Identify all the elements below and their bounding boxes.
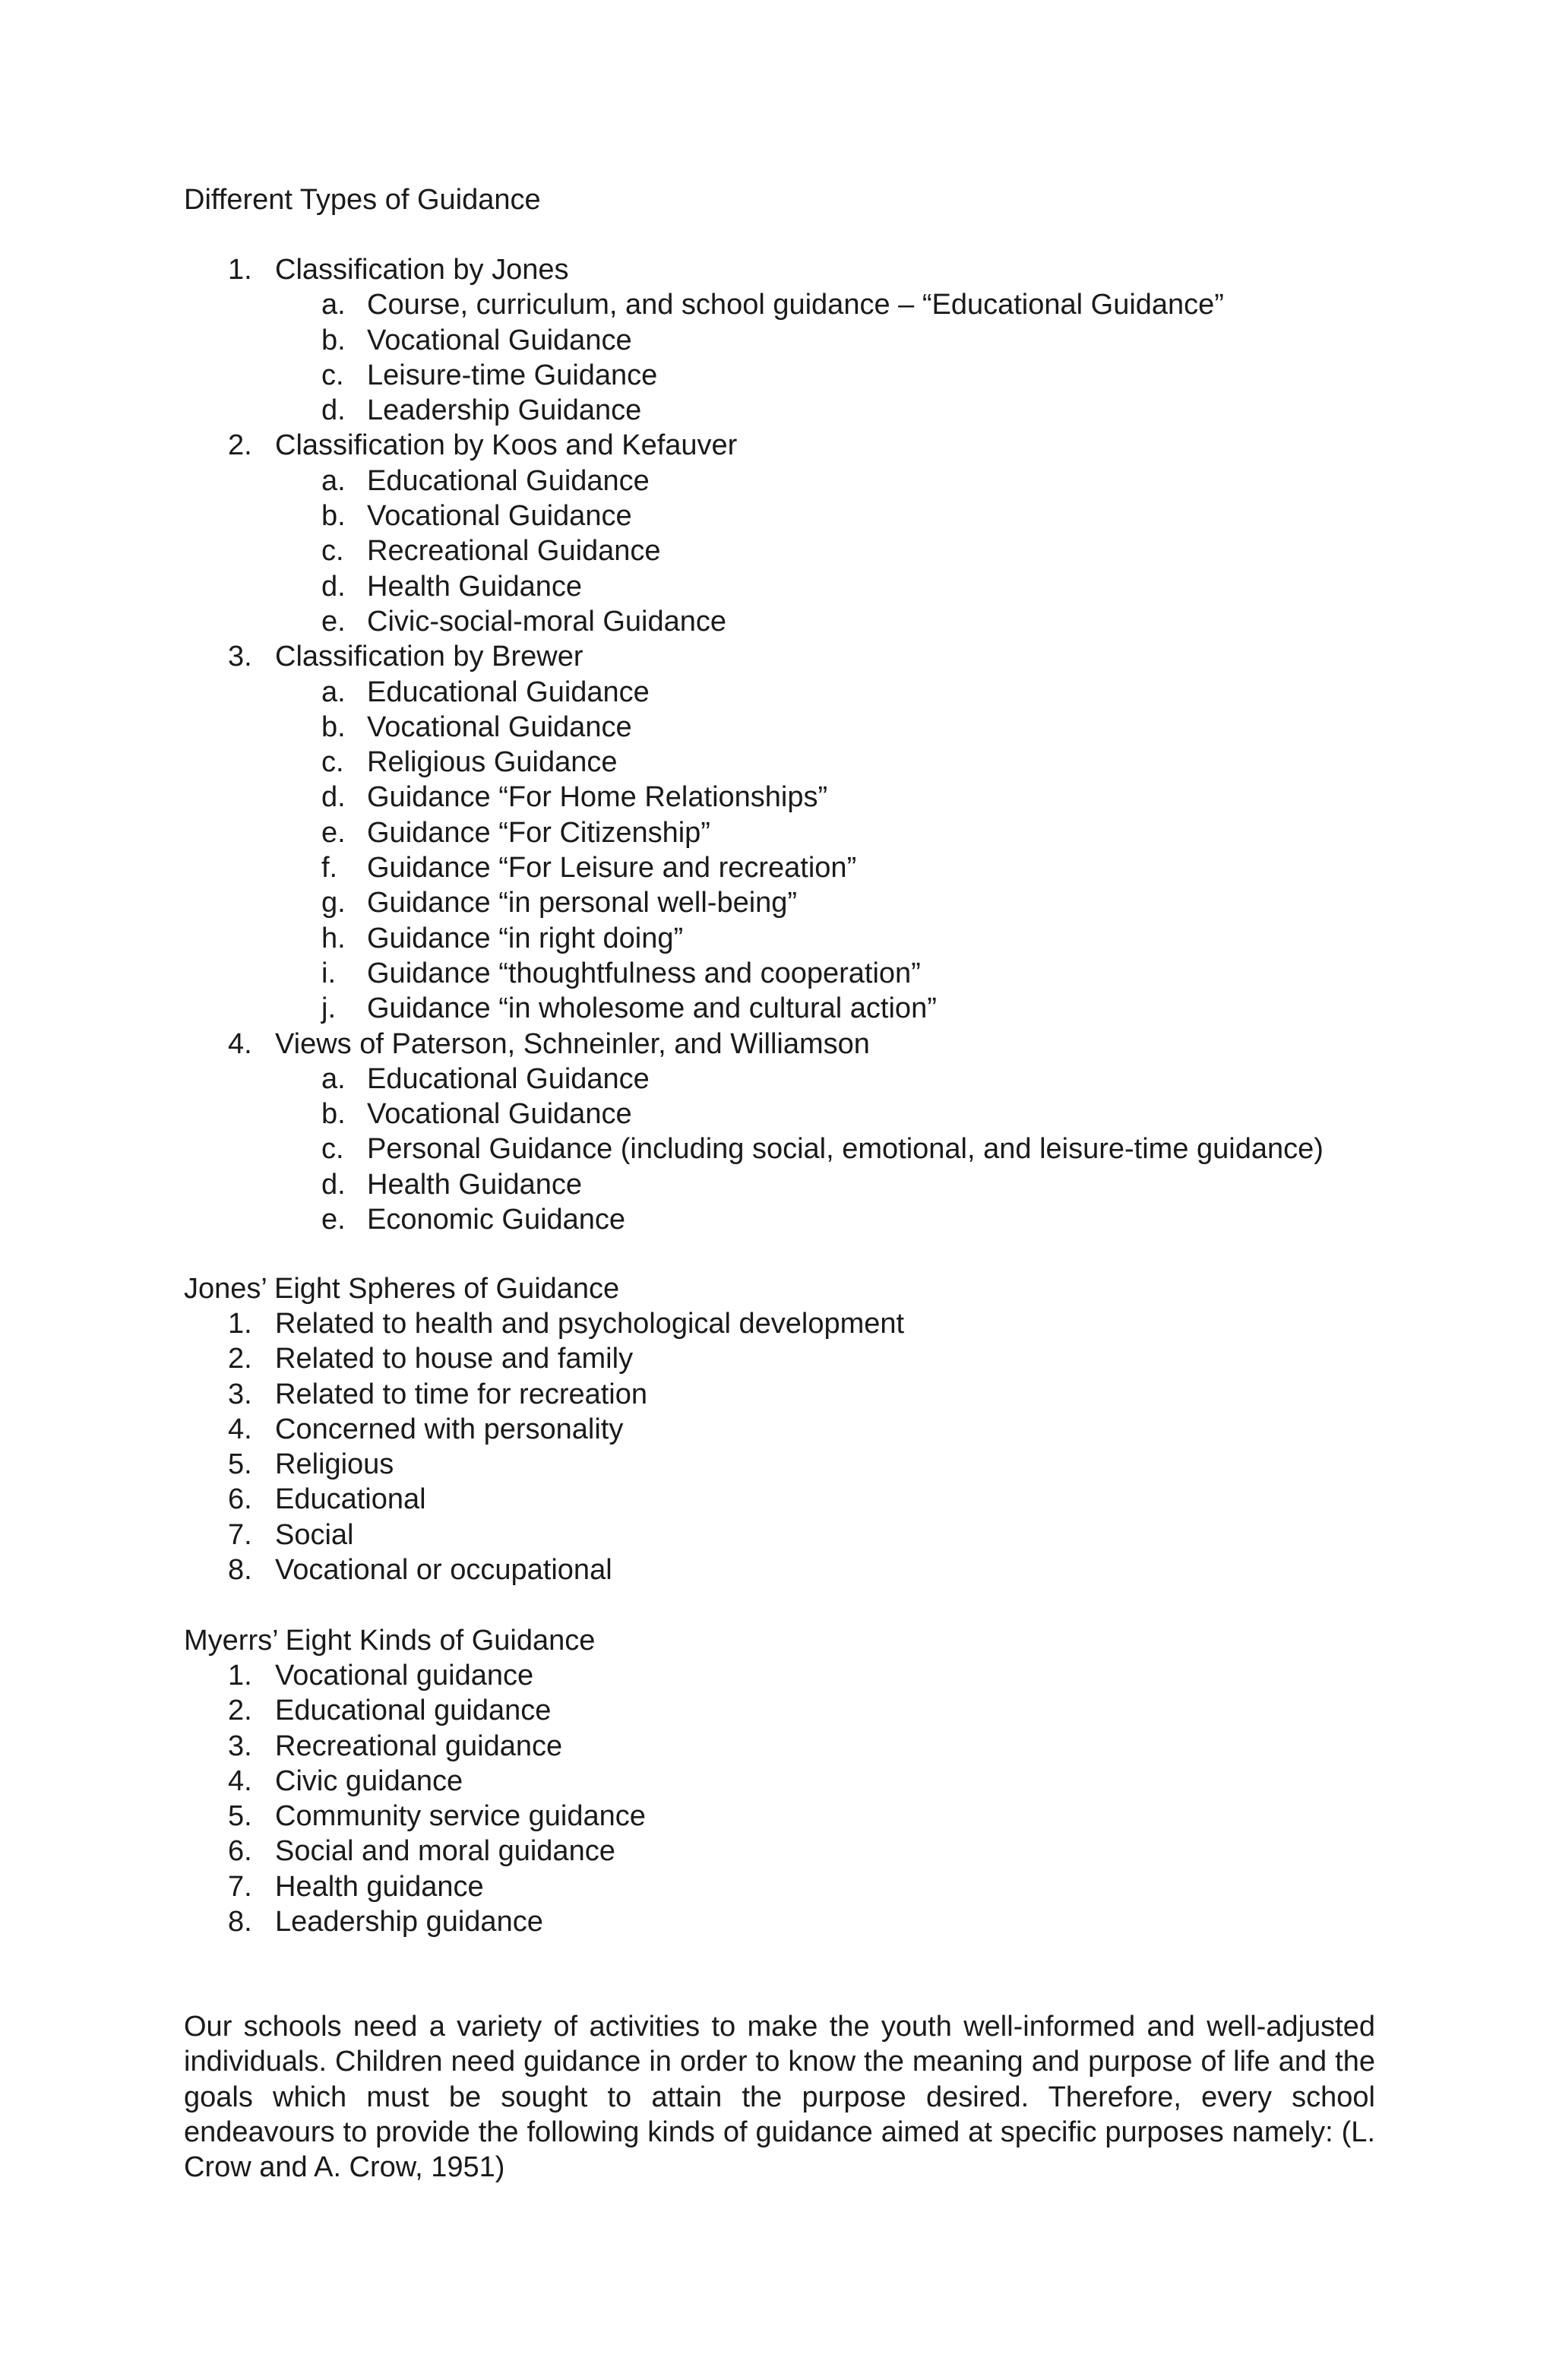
list-letter: b.	[321, 500, 346, 533]
list-item-text: Community service guidance	[275, 1800, 646, 1833]
list-letter: f.	[321, 852, 338, 885]
list-number: 2.	[228, 1343, 252, 1375]
sub-item	[0, 393, 1556, 428]
list-number: 4.	[228, 1764, 252, 1797]
sub-item-text: Educational Guidance	[367, 1062, 650, 1095]
list-number: 8.	[228, 1554, 252, 1587]
list-letter: e.	[321, 605, 346, 638]
list-letter: j.	[321, 992, 336, 1025]
list-item-text: Health guidance	[275, 1870, 484, 1903]
list-letter: e.	[321, 1204, 346, 1236]
sub-item	[0, 885, 1556, 920]
sub-item	[0, 604, 1556, 639]
sub-item-text: Vocational Guidance	[367, 324, 632, 356]
list-item-text: Leadership guidance	[275, 1906, 543, 1938]
sub-item	[0, 921, 1556, 956]
list-item-text: Vocational guidance	[275, 1660, 534, 1692]
sub-item	[0, 1202, 1556, 1237]
classification-item	[0, 1027, 1556, 1062]
list-number: 3.	[228, 1730, 252, 1762]
sub-item-text: Economic Guidance	[367, 1204, 626, 1236]
classification-label: Classification by Jones	[275, 254, 569, 286]
list-item-text: Educational guidance	[275, 1695, 552, 1727]
list-letter: e.	[321, 816, 346, 849]
list-number: 3.	[228, 1378, 252, 1410]
list-item-text: Social	[275, 1518, 354, 1551]
kinds-list	[0, 1658, 1556, 1939]
sub-item	[0, 850, 1556, 885]
list-number: 4.	[228, 1413, 252, 1445]
sub-item	[0, 464, 1556, 498]
list-item-text: Vocational or occupational	[275, 1554, 612, 1587]
classification-label: Views of Paterson, Schneinler, and Williamson	[275, 1027, 870, 1060]
sub-item-text: Recreational Guidance	[367, 535, 661, 568]
list-item	[0, 1904, 1556, 1939]
sub-item-text: Educational Guidance	[367, 464, 650, 497]
sub-item	[0, 675, 1556, 710]
sub-item	[0, 498, 1556, 533]
sub-item	[0, 991, 1556, 1026]
list-letter: c.	[321, 1133, 344, 1166]
sub-item-text: Guidance “in right doing”	[367, 922, 684, 954]
list-item-text: Recreational guidance	[275, 1730, 563, 1762]
list-item	[0, 1552, 1556, 1587]
sub-item-text: Vocational Guidance	[367, 1098, 632, 1131]
sub-item	[0, 1097, 1556, 1131]
list-letter: b.	[321, 711, 346, 743]
sub-item	[0, 287, 1556, 322]
sub-item-text: Guidance “in wholesome and cultural action”	[367, 992, 937, 1025]
classification-item	[0, 639, 1556, 674]
list-item	[0, 1869, 1556, 1904]
sub-item-text: Health Guidance	[367, 570, 583, 603]
sub-item	[0, 1131, 1556, 1166]
sub-item	[0, 745, 1556, 780]
sub-item-text: Course, curriculum, and school guidance – “Educational Guidance”	[367, 289, 1224, 321]
sub-item	[0, 323, 1556, 358]
list-number: 7.	[228, 1518, 252, 1551]
sub-item	[0, 358, 1556, 393]
list-letter: c.	[321, 746, 344, 779]
list-number: 5.	[228, 1448, 252, 1481]
sub-item-text: Civic-social-moral Guidance	[367, 605, 727, 638]
sub-item-text: Guidance “in personal well-being”	[367, 887, 798, 919]
sub-item-text: Vocational Guidance	[367, 711, 632, 743]
list-item	[0, 1447, 1556, 1482]
list-letter: d.	[321, 781, 346, 814]
sub-item	[0, 533, 1556, 568]
list-item	[0, 1412, 1556, 1447]
list-item	[0, 1306, 1556, 1341]
section-title-types: Different Types of Guidance	[184, 184, 541, 216]
list-item-text: Concerned with personality	[275, 1413, 624, 1445]
sub-item	[0, 569, 1556, 604]
list-item-text: Civic guidance	[275, 1764, 463, 1797]
list-letter: a.	[321, 676, 346, 708]
list-item	[0, 1799, 1556, 1834]
section-title-kinds: Myerrs’ Eight Kinds of Guidance	[184, 1625, 596, 1657]
list-number: 1.	[228, 254, 252, 286]
list-letter: g.	[321, 887, 346, 919]
list-item	[0, 1341, 1556, 1376]
list-number: 2.	[228, 1695, 252, 1727]
list-number: 7.	[228, 1870, 252, 1903]
sub-item-text: Religious Guidance	[367, 746, 618, 779]
list-item	[0, 1764, 1556, 1799]
list-number: 2.	[228, 429, 252, 462]
list-number: 3.	[228, 641, 252, 673]
list-number: 6.	[228, 1835, 252, 1868]
list-letter: b.	[321, 1098, 346, 1131]
list-letter: i.	[321, 957, 336, 989]
list-letter: d.	[321, 1168, 346, 1201]
list-item	[0, 1482, 1556, 1517]
sub-item	[0, 956, 1556, 991]
classification-item	[0, 428, 1556, 463]
list-item-text: Related to house and family	[275, 1343, 634, 1375]
sub-item-text: Personal Guidance (including social, emotional, and leisure-time guidance)	[367, 1133, 1324, 1166]
classification-item	[0, 252, 1556, 287]
list-number: 5.	[228, 1800, 252, 1833]
list-item-text: Religious	[275, 1448, 394, 1481]
list-item	[0, 1834, 1556, 1869]
sub-item-text: Health Guidance	[367, 1168, 583, 1201]
list-item-text: Related to time for recreation	[275, 1378, 648, 1410]
list-letter: a.	[321, 464, 346, 497]
list-letter: c.	[321, 359, 344, 391]
classification-list	[0, 252, 1556, 1237]
list-item	[0, 1729, 1556, 1764]
list-letter: a.	[321, 289, 346, 321]
list-number: 1.	[228, 1660, 252, 1692]
section-title-spheres: Jones’ Eight Spheres of Guidance	[184, 1273, 620, 1305]
list-number: 4.	[228, 1027, 252, 1060]
list-item	[0, 1693, 1556, 1728]
list-letter: d.	[321, 570, 346, 603]
list-number: 8.	[228, 1906, 252, 1938]
list-letter: c.	[321, 535, 344, 568]
classification-label: Classification by Koos and Kefauver	[275, 429, 738, 462]
body-paragraph: Our schools need a variety of activities to make the youth well-informed and well-adjusted individuals. Children need guidance in order to know the meaning and purpose of life and the goals which must be sought to attain the purpose desired. Therefore, every school endeavours to provide the following kinds of guidance aimed at specific purposes namely: (L. Crow and A. Crow, 1951)	[184, 2011, 1375, 2184]
sub-item-text: Vocational Guidance	[367, 500, 632, 533]
list-letter: b.	[321, 324, 346, 356]
sub-item	[0, 710, 1556, 745]
list-item	[0, 1377, 1556, 1412]
sub-item-text: Guidance “For Citizenship”	[367, 816, 710, 849]
sub-item-text: Leadership Guidance	[367, 394, 642, 427]
list-item-text: Social and moral guidance	[275, 1835, 615, 1868]
list-letter: d.	[321, 394, 346, 427]
sub-item	[0, 1167, 1556, 1202]
list-letter: a.	[321, 1062, 346, 1095]
list-letter: h.	[321, 922, 346, 954]
list-item-text: Related to health and psychological development	[275, 1308, 905, 1340]
sub-item-text: Educational Guidance	[367, 676, 650, 708]
sub-item-text: Guidance “thoughtfulness and cooperation”	[367, 957, 921, 989]
spheres-list	[0, 1306, 1556, 1587]
sub-item-text: Guidance “For Home Relationships”	[367, 781, 828, 814]
list-item-text: Educational	[275, 1483, 426, 1516]
sub-item	[0, 780, 1556, 815]
list-number: 1.	[228, 1308, 252, 1340]
sub-item	[0, 1062, 1556, 1097]
list-item	[0, 1518, 1556, 1552]
sub-item-text: Leisure-time Guidance	[367, 359, 658, 391]
sub-item	[0, 815, 1556, 850]
list-number: 6.	[228, 1483, 252, 1516]
classification-label: Classification by Brewer	[275, 641, 584, 673]
sub-item-text: Guidance “For Leisure and recreation”	[367, 852, 857, 885]
list-item	[0, 1658, 1556, 1693]
